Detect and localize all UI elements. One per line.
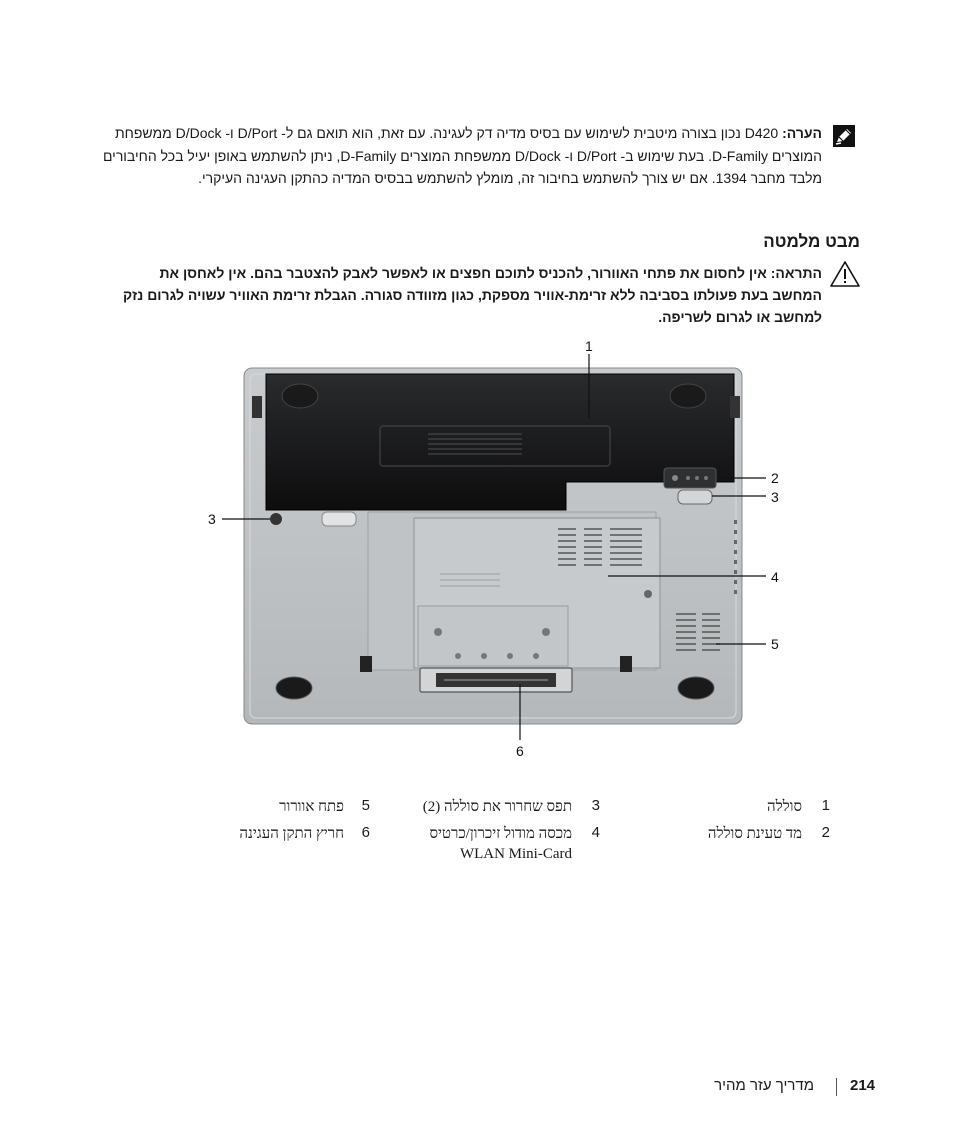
legend-label-3: תפס שחרור את סוללה (2) <box>422 799 572 815</box>
note-pencil-icon <box>832 124 856 148</box>
caution-paragraph <box>112 262 822 328</box>
legend-num-5: 5 <box>361 797 370 814</box>
callout-3-right: 3 <box>771 489 779 505</box>
legend-num-2: 2 <box>821 824 830 841</box>
legend-label-5: פתח אוורור <box>279 799 344 815</box>
legend-num-6: 6 <box>361 824 370 841</box>
section-heading: מבט מלמטה <box>763 232 860 251</box>
legend-label-4-line2: WLAN Mini-Card <box>459 846 572 862</box>
caution-body: אין לחסום את פתחי האוורור, להכניס לתוכם חפצים או לאפשר לאבק להצטבר בהם. אין לאחסן את המחשב בעת פעולתו בסביבה ללא זרימת-אוויר מספקת, כגון מזוודה סגורה. הגבלת זרימת האוויר עשויה לגרום נזק למחשב או לגרום לשריפה. <box>123 265 822 325</box>
legend-num-4: 4 <box>591 824 600 841</box>
legend-num-3: 3 <box>591 797 600 814</box>
legend-label-2: מד טעינת סוללה <box>707 826 802 842</box>
callout-3-left: 3 <box>208 511 216 527</box>
callout-1: 1 <box>585 338 593 354</box>
footer-separator <box>836 1078 837 1096</box>
page-number: 214 <box>850 1077 876 1094</box>
note-label: הערה: <box>782 125 822 141</box>
callout-6: 6 <box>516 743 524 759</box>
footer-title: מדריך עזר מהיר <box>714 1077 814 1094</box>
laptop-bottom-view-figure <box>200 330 800 770</box>
note-body: D420 נכון בצורה מיטבית לשימוש עם בסיס מדיה דק לעגינה. עם זאת, הוא תואם גם ל- D/Port ו- D/Dock ממשפחת המוצרים D-Family. בעת שימוש ב- D/Port ו- D/Dock ממשפחת המוצרים D-Family, ניתן להשתמש באופן יעיל בכל החיבורים מלבד מחבר 1394. אם יש צורך להשתמש בחיבור זה, מומלץ להשתמש בבסיס המדיה כהתקן העגינה העיקרי. <box>102 125 822 186</box>
legend-label-6: חריץ התקן העגינה <box>239 826 344 842</box>
legend-num-1: 1 <box>821 797 830 814</box>
warning-triangle-icon <box>829 260 861 288</box>
laptop-bottom-view-icon <box>200 330 800 770</box>
callout-4: 4 <box>771 569 779 585</box>
legend-label-1: סוללה <box>766 799 802 815</box>
callout-2: 2 <box>771 470 779 486</box>
caution-label: התראה: <box>770 265 822 281</box>
callout-5: 5 <box>771 636 779 652</box>
note-paragraph <box>96 122 822 190</box>
legend-label-4: מכסה מודול זיכרון/כרטיס <box>429 826 572 842</box>
